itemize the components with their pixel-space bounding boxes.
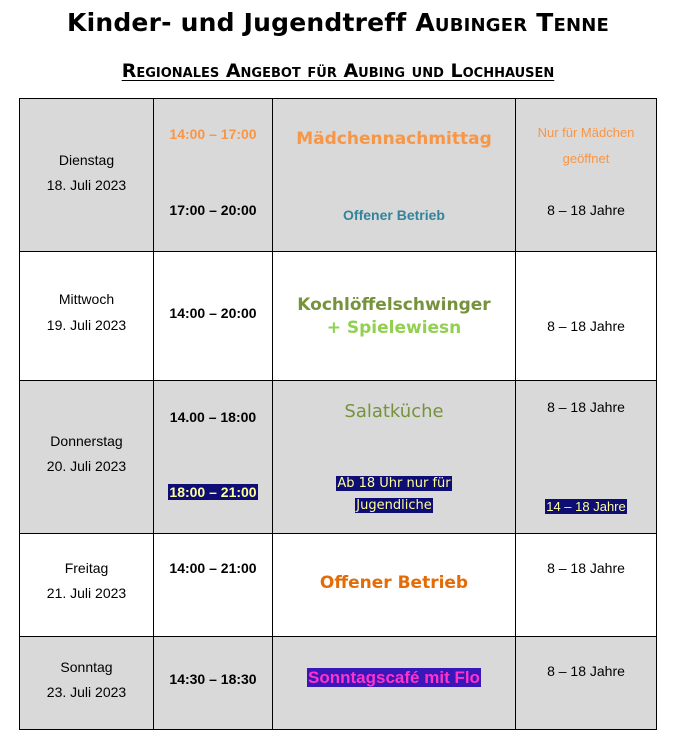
title-venue: Aubinger Tenne xyxy=(415,8,609,37)
time-cell xyxy=(154,637,273,730)
day-cell xyxy=(20,99,154,252)
event-subtitle: + Spielewiesn xyxy=(326,318,462,338)
day-date: 18. Juli 2023 xyxy=(46,177,127,193)
event-title: Mädchennachmittag xyxy=(296,129,492,149)
time-cell xyxy=(154,381,273,534)
event-cell xyxy=(273,99,516,252)
event-title: Salatküche xyxy=(344,401,444,422)
schedule-table xyxy=(19,98,657,730)
event-cell xyxy=(273,381,516,534)
time-slot-highlighted xyxy=(154,484,272,500)
age-range-text: 14 – 18 Jahre xyxy=(546,499,626,514)
day-name: Sonntag xyxy=(60,659,113,675)
event-note-line xyxy=(273,498,515,513)
event-title-text: Sonntagscafé mit Flo xyxy=(308,668,480,687)
event-cell xyxy=(273,534,516,637)
day-cell xyxy=(20,381,154,534)
event-note-text: Ab 18 Uhr nur für xyxy=(337,476,451,491)
day-name: Mittwoch xyxy=(58,291,115,307)
day-date: 23. Juli 2023 xyxy=(46,684,127,700)
age-range-highlighted xyxy=(516,499,656,514)
ages-cell xyxy=(516,534,657,637)
event-cell xyxy=(273,637,516,730)
ages-cell xyxy=(516,637,657,730)
day-date: 20. Juli 2023 xyxy=(46,458,127,474)
day-cell xyxy=(20,637,154,730)
event-note-line xyxy=(273,476,515,491)
event-title: Offener Betrieb xyxy=(343,207,445,223)
table-row xyxy=(20,99,657,252)
note-line: Nur für Mädchen xyxy=(537,125,635,140)
day-date: 19. Juli 2023 xyxy=(46,317,127,333)
day-name: Donnerstag xyxy=(50,433,123,449)
time-cell xyxy=(154,252,273,381)
age-range: 8 – 18 Jahre xyxy=(547,560,625,576)
page-subtitle: Regionales Angebot für Aubing und Lochhausen xyxy=(121,60,555,82)
time-cell xyxy=(154,99,273,252)
event-title: Kochlöffelschwinger xyxy=(297,295,491,315)
age-range: 8 – 18 Jahre xyxy=(547,318,625,334)
day-date: 21. Juli 2023 xyxy=(46,585,127,601)
table-row xyxy=(20,637,657,730)
age-range: 8 – 18 Jahre xyxy=(547,399,625,415)
table-row xyxy=(20,534,657,637)
day-name: Dienstag xyxy=(58,152,115,168)
event-note-text: Jugendliche xyxy=(356,498,432,513)
day-cell xyxy=(20,534,154,637)
table-row xyxy=(20,381,657,534)
event-title: Offener Betrieb xyxy=(319,573,469,593)
time-slot: 14.00 – 18:00 xyxy=(169,409,257,425)
day-name: Freitag xyxy=(64,560,109,576)
time-slot: 17:00 – 20:00 xyxy=(169,202,257,218)
time-slot: 14:00 – 21:00 xyxy=(169,560,257,576)
time-slot: 14:00 – 20:00 xyxy=(169,305,257,321)
ages-cell xyxy=(516,252,657,381)
time-slot: 14:00 – 17:00 xyxy=(169,126,257,142)
day-cell xyxy=(20,252,154,381)
note-line: geöffnet xyxy=(562,151,610,166)
event-title-highlighted xyxy=(273,668,515,688)
age-range: 8 – 18 Jahre xyxy=(547,663,625,679)
page-title xyxy=(0,8,676,37)
title-main: Kinder- und Jugendtreff xyxy=(67,8,407,37)
time-cell xyxy=(154,534,273,637)
time-slot-text: 18:00 – 21:00 xyxy=(169,484,257,500)
ages-cell xyxy=(516,381,657,534)
table-row xyxy=(20,252,657,381)
ages-cell xyxy=(516,99,657,252)
time-slot: 14:30 – 18:30 xyxy=(169,671,257,687)
event-cell xyxy=(273,252,516,381)
age-range: 8 – 18 Jahre xyxy=(547,202,625,218)
